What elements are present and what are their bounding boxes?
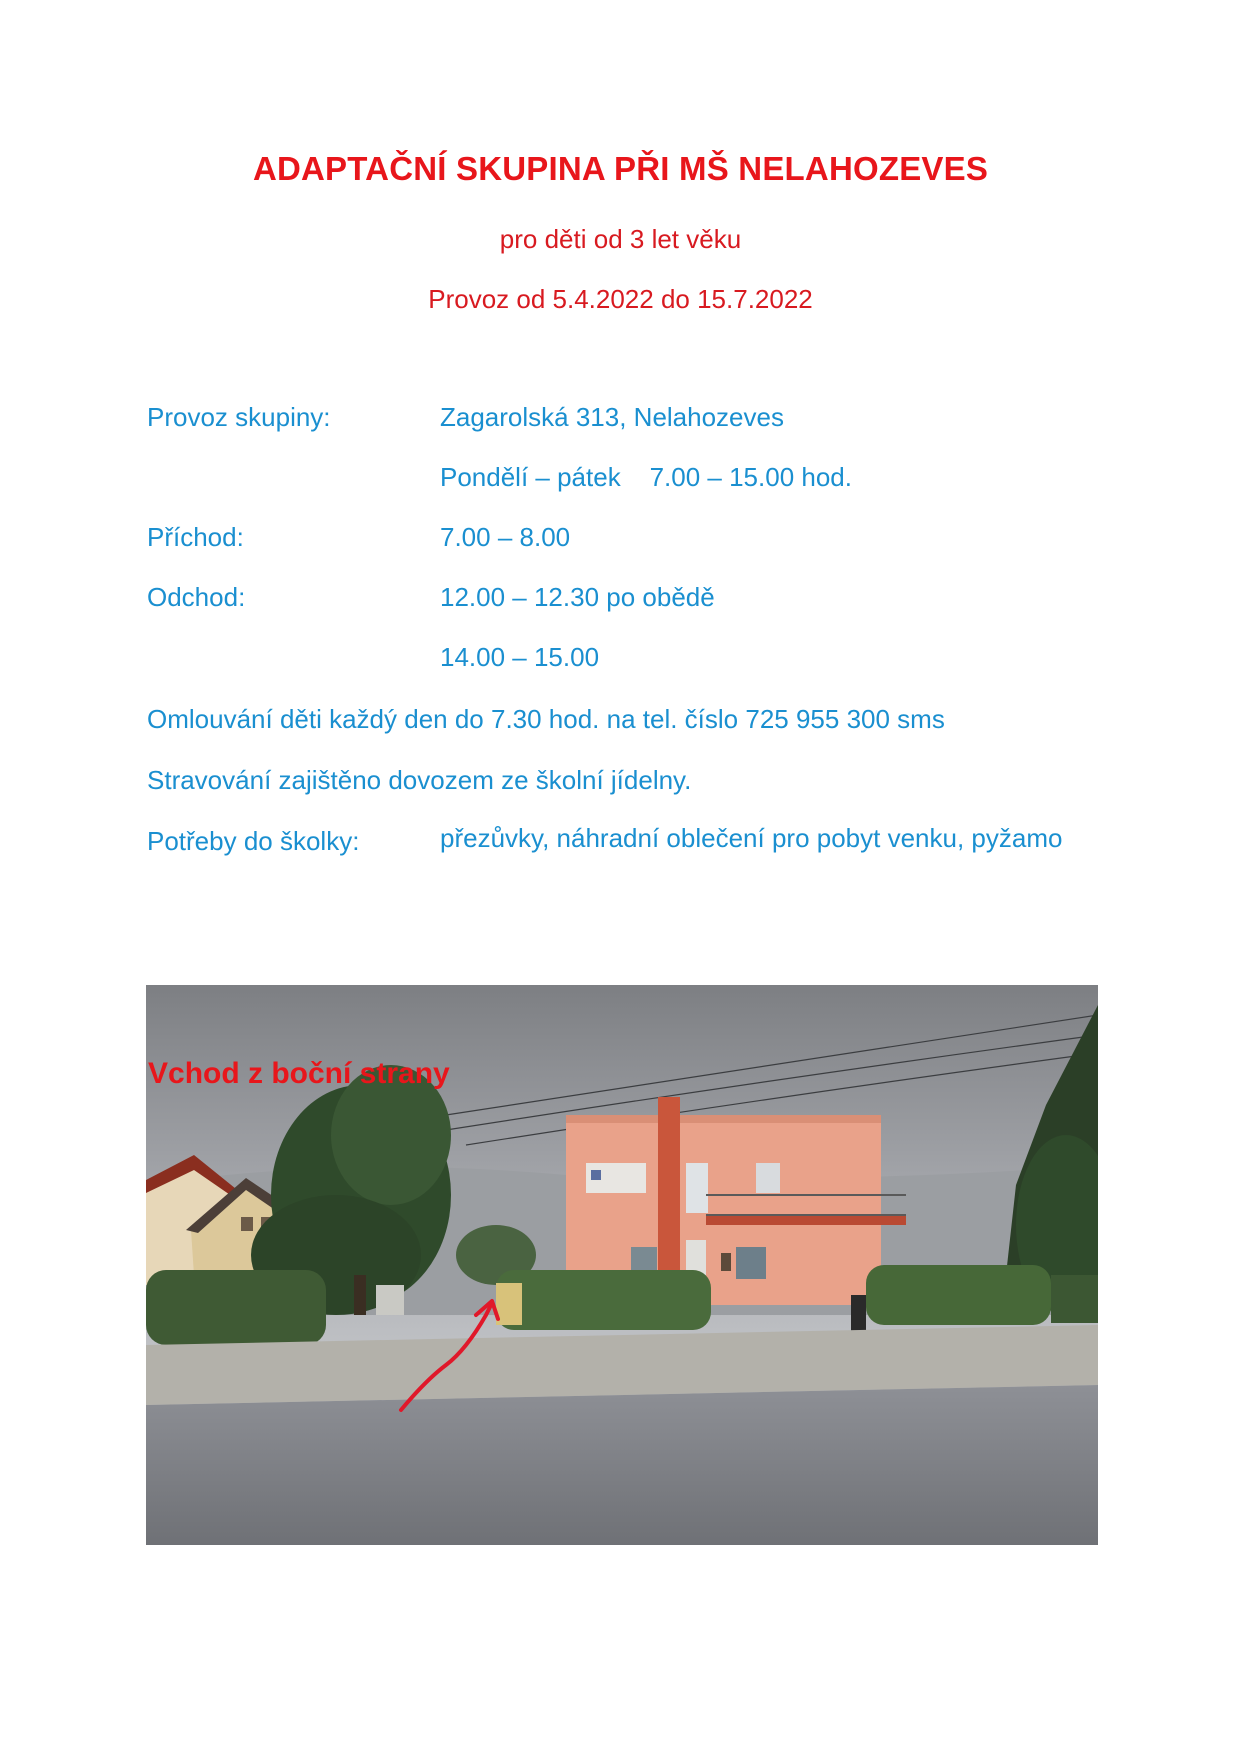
odchod-value-1: 12.00 – 12.30 po obědě (440, 582, 715, 612)
age-subtitle: pro děti od 3 let věku (499, 224, 742, 254)
building-photo (146, 985, 1098, 1545)
odchod-label: Odchod: (147, 582, 246, 612)
prichod-value: 7.00 – 8.00 (440, 522, 571, 552)
road (146, 1385, 1098, 1545)
period-subtitle: Provoz od 5.4.2022 do 15.7.2022 (428, 284, 813, 314)
electric-box (376, 1285, 404, 1315)
stravovani-text: Stravování zajištěno dovozem ze školní jídelny. (147, 765, 692, 795)
bin (851, 1295, 866, 1335)
prichod-label: Příchod: (147, 522, 244, 552)
provoz-address: Zagarolská 313, Nelahozeves (440, 402, 784, 432)
omlouvani-text: Omlouvání děti každý den do 7.30 hod. na tel. číslo 725 955 300 sms (147, 704, 945, 734)
potreby-value: přezůvky, náhradní oblečení pro pobyt venku, pyžamo (440, 823, 1063, 853)
page-title: ADAPTAČNÍ SKUPINA PŘI MŠ NELAHOZEVES (252, 150, 989, 187)
odchod-value-2: 14.00 – 15.00 (440, 642, 600, 672)
provoz-label: Provoz skupiny: (147, 402, 331, 432)
photo-caption: Vchod z boční strany (148, 1057, 450, 1090)
provoz-hours: Pondělí – pátek 7.00 – 15.00 hod. (440, 462, 852, 492)
potreby-label: Potřeby do školky: (147, 826, 360, 856)
